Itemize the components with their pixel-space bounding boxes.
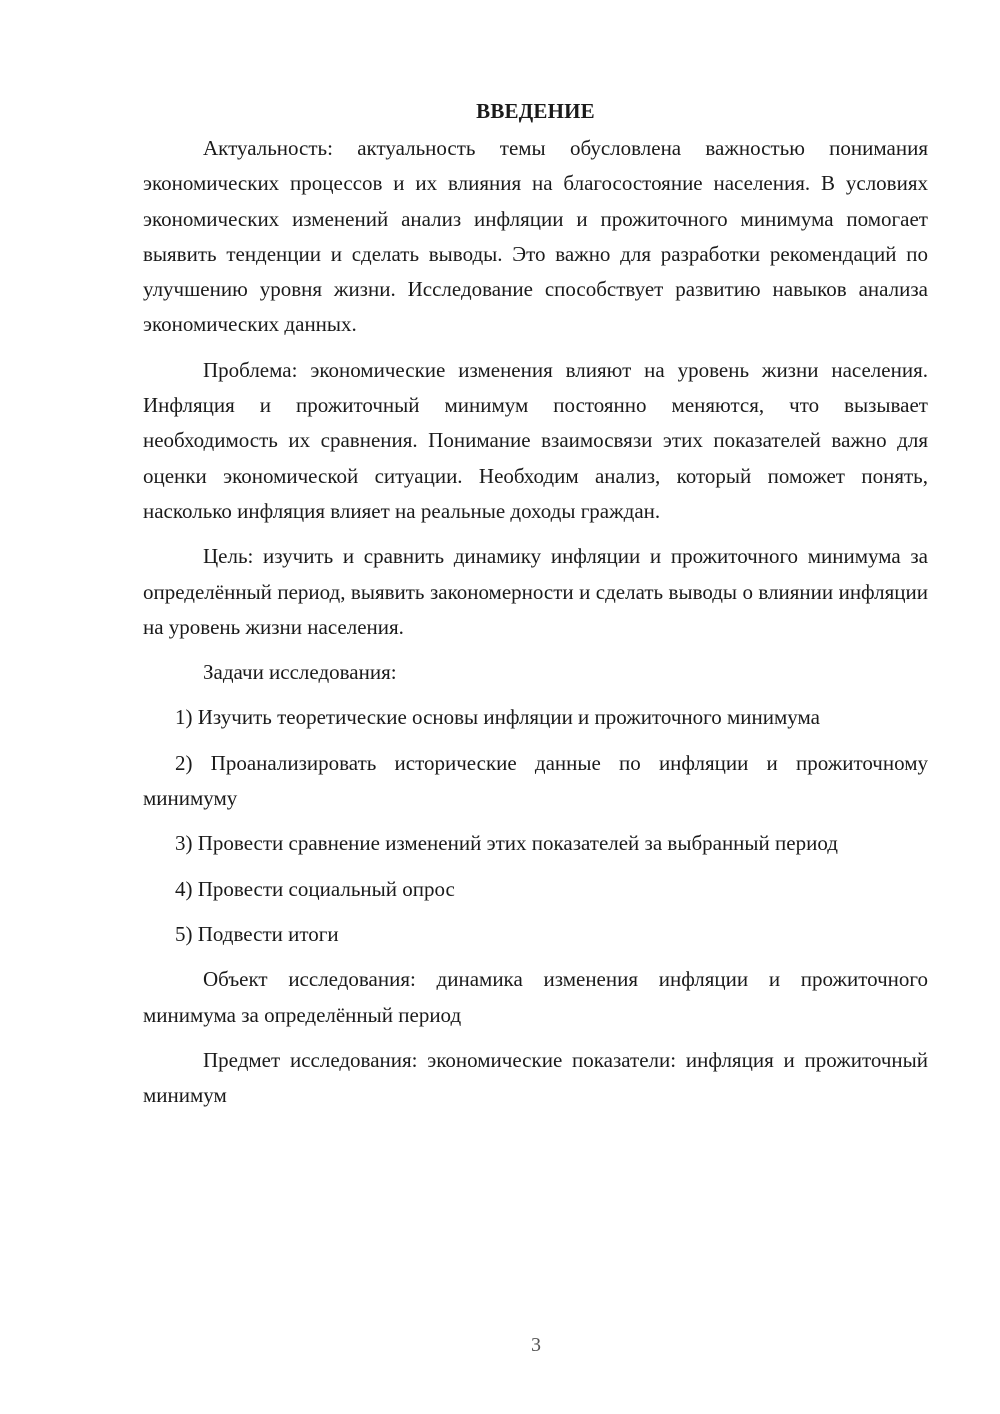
task-item-2: 2) Проанализировать исторические данные по инфляции и прожиточному минимуму [143,750,928,811]
tasks-heading: Задачи исследования: [203,660,397,685]
goal-paragraph: Цель: изучить и сравнить динамику инфляции и прожиточного минимума за определённый период, выявить закономерности и сделать выводы о влиянии инфляции на уровень жизни населения. [143,544,928,639]
task-item-3: 3) Провести сравнение изменений этих показателей за выбранный период [175,831,838,856]
task-item-1: 1) Изучить теоретические основы инфляции и прожиточного минимума [175,705,820,730]
page-content [143,96,928,1123]
object-paragraph: Объект исследования: динамика изменения инфляции и прожиточного минимума за определённый период [143,967,928,1027]
task-item-4: 4) Провести социальный опрос [175,876,455,901]
task-item-5: 5) Подвести итоги [175,921,339,946]
problem-paragraph: Проблема: экономические изменения влияют на уровень жизни населения. Инфляция и прожиточный минимум постоянно меняются, что вызывает необходимость их сравнения. Понимание взаимосвязи этих показателей важно для оценки экономической ситуации. Необходим анализ, который поможет понять, насколько инфляция влияет на реальные доходы граждан. [143,357,928,523]
page-number: 3 [531,1334,541,1356]
subject-paragraph: Предмет исследования: экономические показатели: инфляция и прожиточный минимум [143,1047,928,1108]
page-title: ВВЕДЕНИЕ [476,99,595,123]
relevance-paragraph: Актуальность: актуальность темы обусловлена важностью понимания экономических процессов и их влияния на благосостояние населения. В условиях экономических изменений анализ инфляции и прожиточного минимума помогает выявить тенденции и сделать выводы. Это важно для разработки рекомендаций по улучшению уровня жизни. Исследование способствует развитию навыков анализа экономических данных. [143,136,928,337]
